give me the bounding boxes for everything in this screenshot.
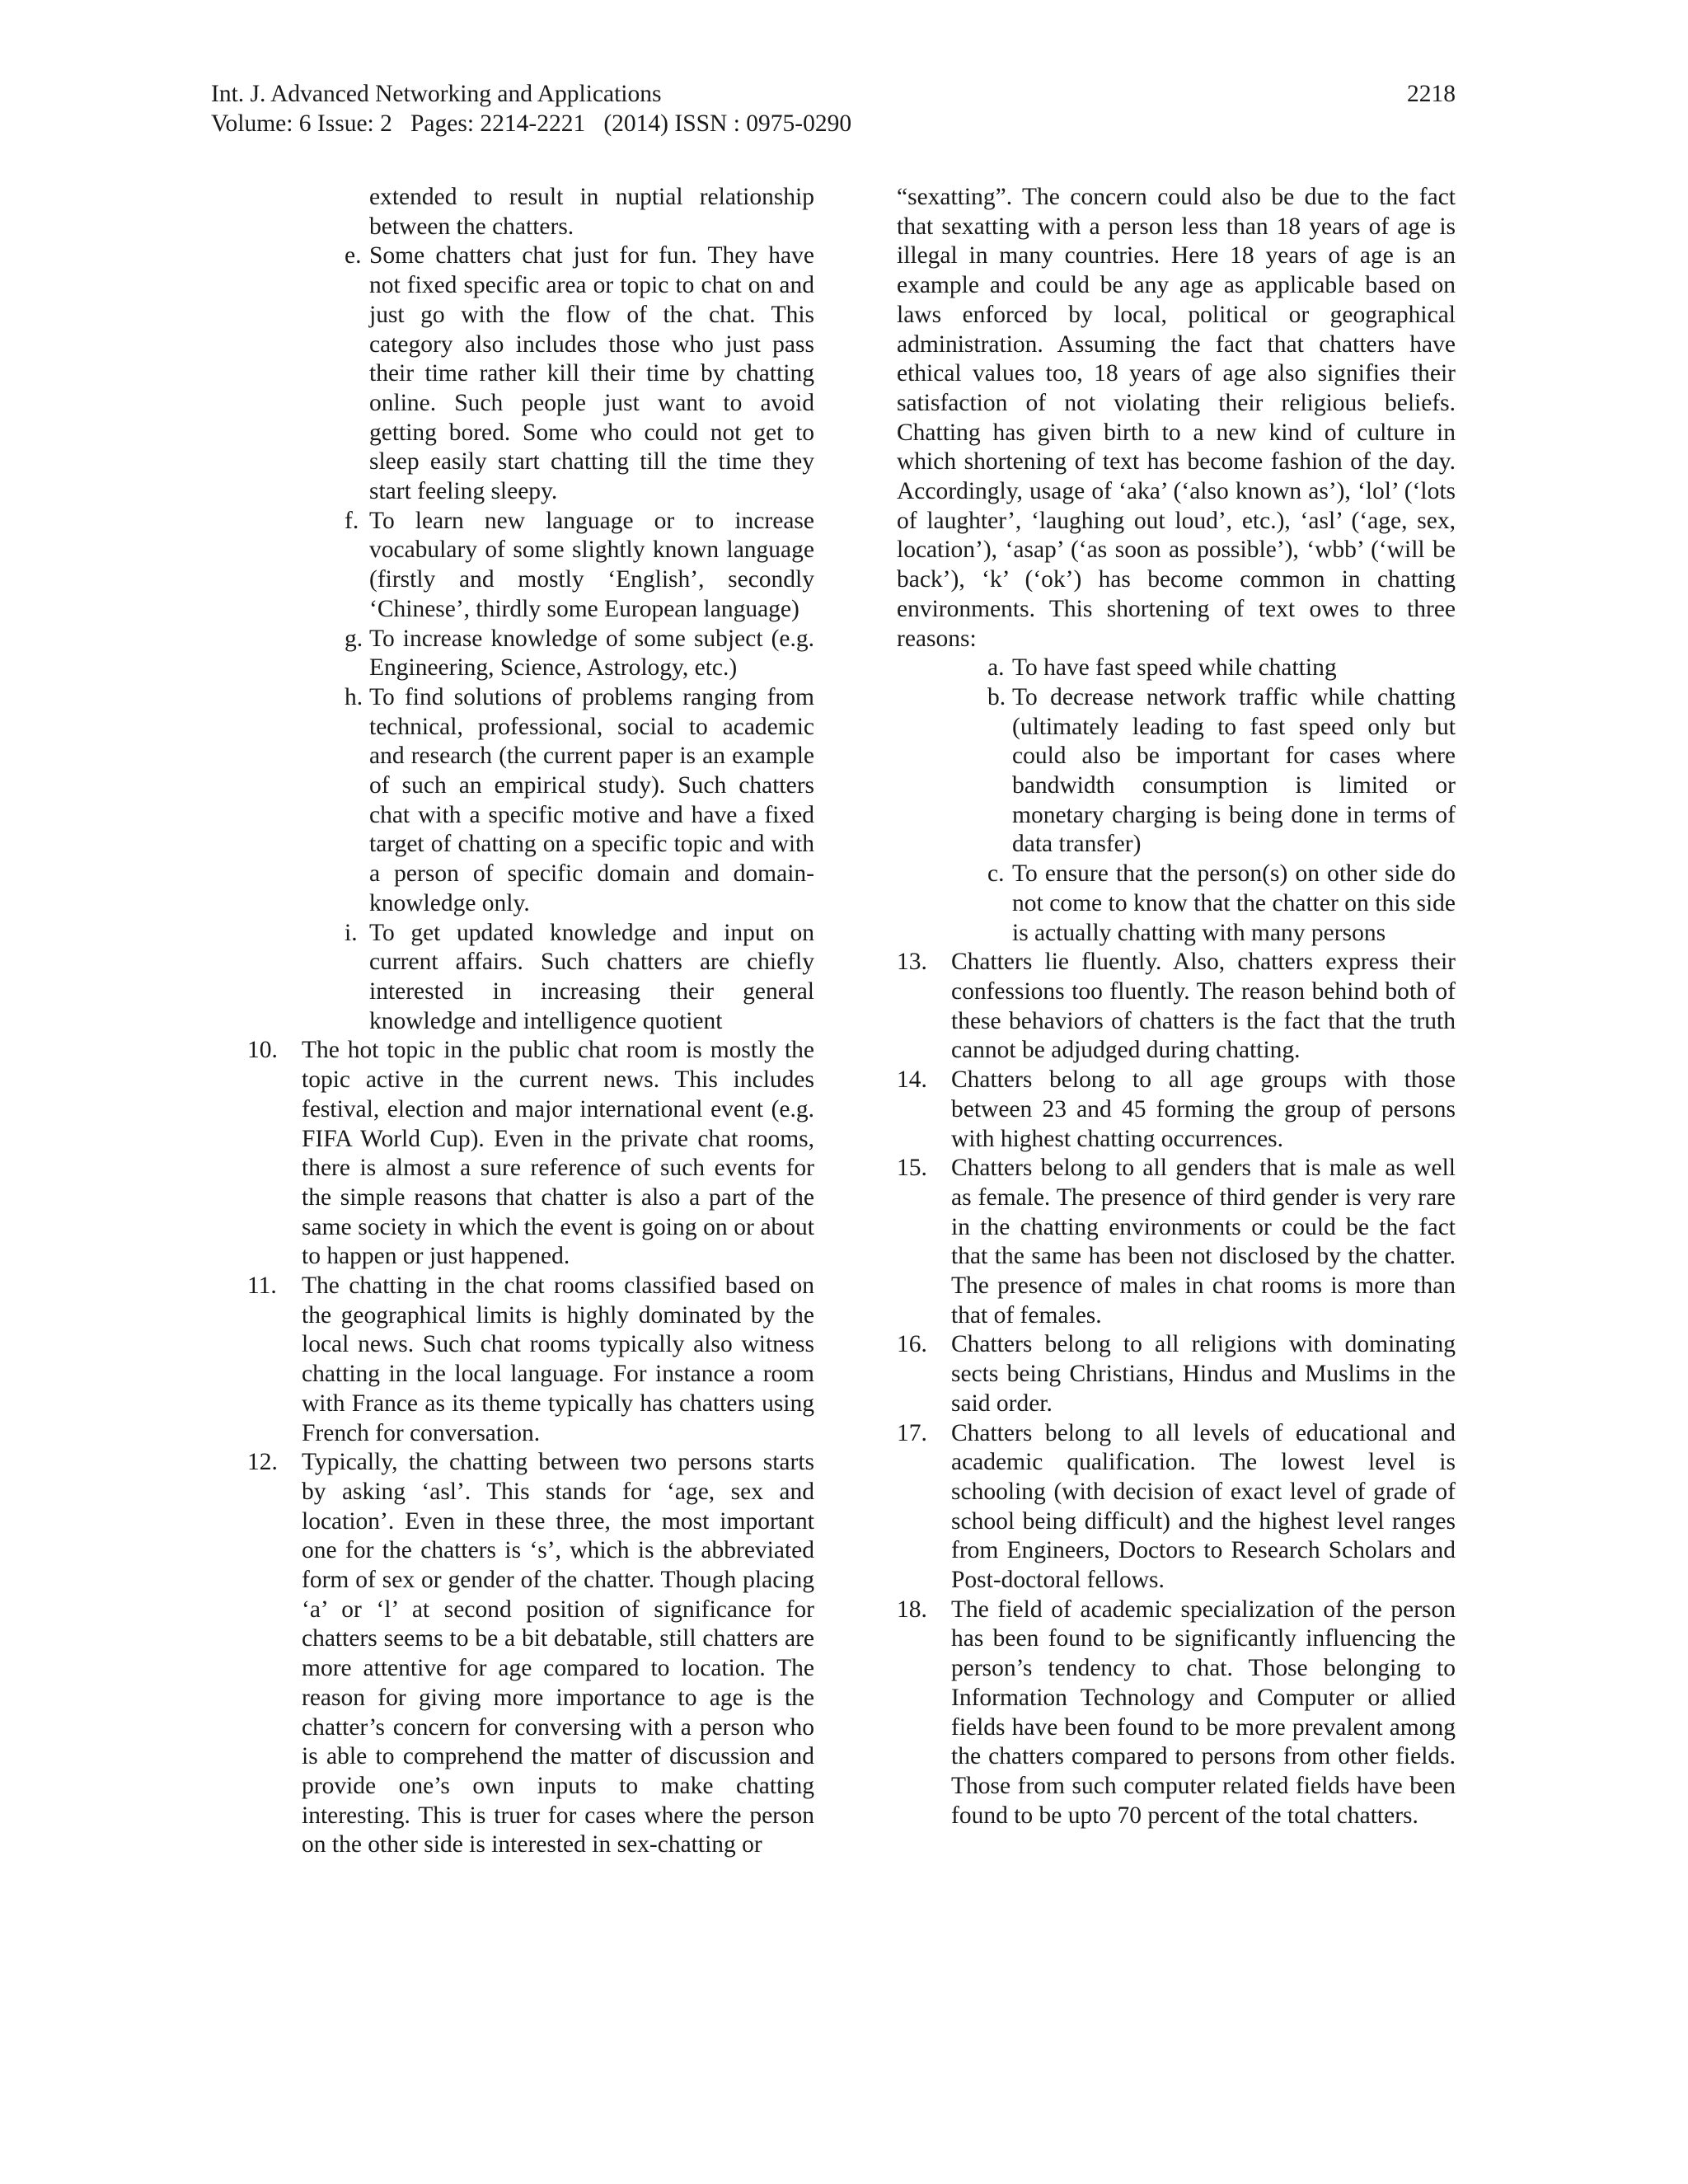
list-marker: b. [987, 683, 1006, 710]
left-column [247, 183, 814, 1860]
header-row-1 [211, 79, 1456, 109]
list-item-text: Typically, the chatting between two persons starts by asking ‘asl’. This stands for ‘age, sex and location’. Even in these three, the most important one for the chatters is ‘s’, which is the abbreviated form of sex or gender of the chatter. Though placing ‘a’ or ‘l’ at second position of significance for chatters seems to be a bit debatable, still chatters are more attentive for age compared to location. The reason for giving more importance to age is the chatter’s concern for conversing with a person who is able to comprehend the matter of discussion and provide one’s own inputs to make chatting interesting. This is truer for cases where the person on the other side is interested in sex-chatting or [302, 1449, 814, 1858]
numbered-item-15 [897, 1154, 1456, 1330]
numbered-item-14 [897, 1066, 1456, 1154]
page-header [211, 79, 1456, 138]
list-marker: i. [345, 919, 358, 946]
list-number: 10. [247, 1037, 278, 1064]
list-number: 18. [897, 1596, 927, 1623]
list-number: 13. [897, 949, 927, 976]
list-item-text: To get updated knowledge and input on current affairs. Such chatters are chiefly interested in increasing their general knowledge and intelligence quotient [369, 919, 814, 1034]
numbered-item-16 [897, 1330, 1456, 1418]
list-item-c [897, 860, 1456, 948]
list-number: 14. [897, 1066, 927, 1094]
list-item-text: To increase knowledge of some subject (e.g. Engineering, Science, Astrology, etc.) [369, 625, 814, 682]
list-item-text: To find solutions of problems ranging from technical, professional, social to academic and research (the current paper is an example of such an empirical study). Such chatters chat with a specific motive and have a fixed target of chatting on a specific topic and with a person of specific domain and domain-knowledge only. [369, 683, 814, 916]
list-item-text: Chatters belong to all levels of educational and academic qualification. The lowest level is schooling (with decision of exact level of grade of school being difficult) and the highest level ranges from Engineers, Doctors to Research Scholars and Post-doctoral fellows. [951, 1419, 1456, 1594]
list-item-text: To learn new language or to increase vocabulary of some slightly known language (firstly and mostly ‘English’, secondly ‘Chinese’, thirdly some European language) [369, 507, 814, 622]
list-marker: g. [345, 625, 363, 652]
list-marker: c. [987, 860, 1005, 888]
list-item-text: Chatters lie fluently. Also, chatters express their confessions too fluently. The reason behind both of these behaviors of chatters is the fact that the truth cannot be adjudged during chatting. [951, 949, 1456, 1064]
list-number: 17. [897, 1419, 927, 1446]
numbered-item-12 [247, 1448, 814, 1860]
volume-info: Volume: 6 Issue: 2 Pages: 2214-2221 (2014) ISSN : 0975-0290 [211, 110, 852, 137]
list-marker: e. [345, 242, 362, 269]
list-marker: a. [987, 654, 1005, 682]
list-number: 11. [247, 1272, 277, 1300]
list-item-b [897, 683, 1456, 860]
list-item-text: To have fast speed while chatting [1012, 654, 1337, 682]
numbered-item-13 [897, 948, 1456, 1066]
list-number: 15. [897, 1155, 927, 1182]
list-item-a [897, 654, 1456, 683]
list-item-text: The field of academic specialization of the person has been found to be significantly influencing the person’s tendency to chat. Those belonging to Information Technology and Computer or allied fields have been found to be more prevalent among the chatters compared to persons from other fields. Those from such computer related fields have been found to be upto 70 percent of the total chatters. [951, 1596, 1456, 1829]
list-item-e [247, 241, 814, 506]
list-item-text: Chatters belong to all genders that is male as well as female. The presence of third gender is very rare in the chatting environments or could be the fact that the same has been not disclosed by the chatter. The presence of males in chat rooms is more than that of females. [951, 1155, 1456, 1329]
right-column [897, 183, 1456, 1830]
journal-title: Int. J. Advanced Networking and Applications [211, 81, 662, 107]
numbered-item-10 [247, 1036, 814, 1272]
page-number: 2218 [1407, 81, 1456, 107]
list-item-text: Chatters belong to all religions with dominating sects being Christians, Hindus and Muslims in the said order. [951, 1331, 1456, 1417]
list-item-text: The chatting in the chat rooms classified based on the geographical limits is highly dominated by the local news. Such chat rooms typically also witness chatting in the local language. For instance a room with France as its theme typically has chatters using French for conversation. [302, 1272, 814, 1446]
body-paragraph: “sexatting”. The concern could also be due to the fact that sexatting with a person less than 18 years of age is illegal in many countries. Here 18 years of age is an example and could be any age as applicable based on laws enforced by local, political or geographical administration. Assuming the fact that chatters have ethical values too, 18 years of age also signifies their satisfaction of not violating their religious beliefs. Chatting has given birth to a new kind of culture in which shortening of text has become fashion of the day. Accordingly, usage of ‘aka’ (‘also known as’), ‘lol’ (‘lots of laughter’, ‘laughing out loud’, etc.), ‘asl’ (‘age, sex, location’), ‘asap’ (‘as soon as possible’), ‘wbb’ (‘will be back’), ‘k’ (‘ok’) has become common in chatting environments. This shortening of text owes to three reasons: [897, 184, 1456, 652]
list-item-text: Chatters belong to all age groups with those between 23 and 45 forming the group of persons with highest chatting occurrences. [951, 1066, 1456, 1152]
list-item-i [247, 919, 814, 1037]
list-item-g [247, 625, 814, 683]
list-item-text: The hot topic in the public chat room is mostly the topic active in the current news. This includes festival, election and major international event (e.g. FIFA World Cup). Even in the private chat rooms, there is almost a sure reference of such events for the simple reasons that chatter is also a part of the same society in which the event is going on or about to happen or just happened. [302, 1037, 814, 1270]
continuation-text: extended to result in nuptial relationship between the chatters. [369, 184, 814, 240]
list-item-f [247, 507, 814, 625]
list-item-h [247, 683, 814, 919]
list-item-text: To ensure that the person(s) on other side do not come to know that the chatter on this side is actually chatting with many persons [1012, 860, 1456, 946]
list-marker: h. [345, 683, 363, 710]
header-row-2 [211, 109, 1456, 138]
list-marker: f. [345, 507, 359, 534]
list-number: 16. [897, 1331, 927, 1358]
numbered-item-11 [247, 1272, 814, 1448]
numbered-item-17 [897, 1419, 1456, 1596]
list-number: 12. [247, 1449, 278, 1476]
list-item-text: To decrease network traffic while chatting (ultimately leading to fast speed only but could also be important for cases where bandwidth consumption is limited or monetary charging is being done in terms of data transfer) [1012, 683, 1456, 858]
numbered-item-18 [897, 1596, 1456, 1831]
list-item-text: Some chatters chat just for fun. They have not fixed specific area or topic to chat on and just go with the flow of the chat. This category also includes those who just pass their time rather kill their time by chatting online. Such people just want to avoid getting bored. Some who could not get to sleep easily start chatting till the time they start feeling sleepy. [369, 242, 814, 505]
